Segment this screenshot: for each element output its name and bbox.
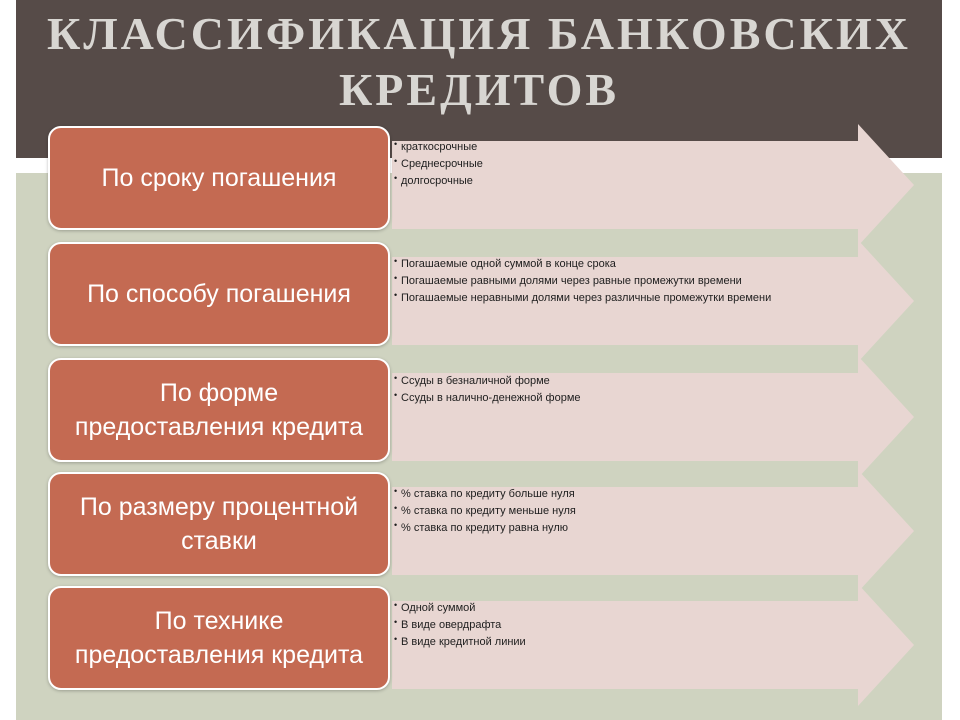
list-item: • краткосрочные	[394, 139, 864, 156]
category-box-5	[48, 586, 390, 690]
list-item: • долгосрочные	[394, 173, 864, 190]
category-box-3	[48, 358, 390, 462]
list-item: • Среднесрочные	[394, 156, 864, 173]
list-item: • Ссуды в налично-денежной форме	[394, 390, 864, 407]
list-item: • % ставка по кредиту равна нулю	[394, 520, 864, 537]
list-item: • Ссуды в безналичной форме	[394, 373, 864, 390]
slide-title: КЛАССИФИКАЦИЯ БАНКОВСКИХ КРЕДИТОВ	[47, 8, 911, 115]
item-list-5	[394, 600, 864, 651]
category-label-5: По технике предоставления кредита	[74, 607, 364, 669]
list-item: • % ставка по кредиту меньше нуля	[394, 503, 864, 520]
list-item: • Погашаемые равными долями через равные промежутки времени	[394, 273, 864, 290]
category-box-2	[48, 242, 390, 346]
category-box-1	[48, 126, 390, 230]
category-label-1: По сроку погашения	[101, 164, 337, 192]
list-item: • Погашаемые одной суммой в конце срока	[394, 256, 864, 273]
category-label-3: По форме предоставления кредита	[74, 379, 364, 441]
list-item: • В виде кредитной линии	[394, 634, 864, 651]
item-list-3	[394, 373, 864, 407]
item-list-4	[394, 486, 864, 537]
list-item: • Одной суммой	[394, 600, 864, 617]
category-label-2: По способу погашения	[87, 280, 351, 308]
item-list-2	[394, 256, 864, 307]
list-item: • Погашаемые неравными долями через различные промежутки времени	[394, 290, 864, 307]
category-label-4: По размеру процентной ставки	[79, 493, 359, 555]
list-item: • В виде овердрафта	[394, 617, 864, 634]
category-box-4	[48, 472, 390, 576]
list-item: • % ставка по кредиту больше нуля	[394, 486, 864, 503]
item-list-1	[394, 139, 864, 190]
